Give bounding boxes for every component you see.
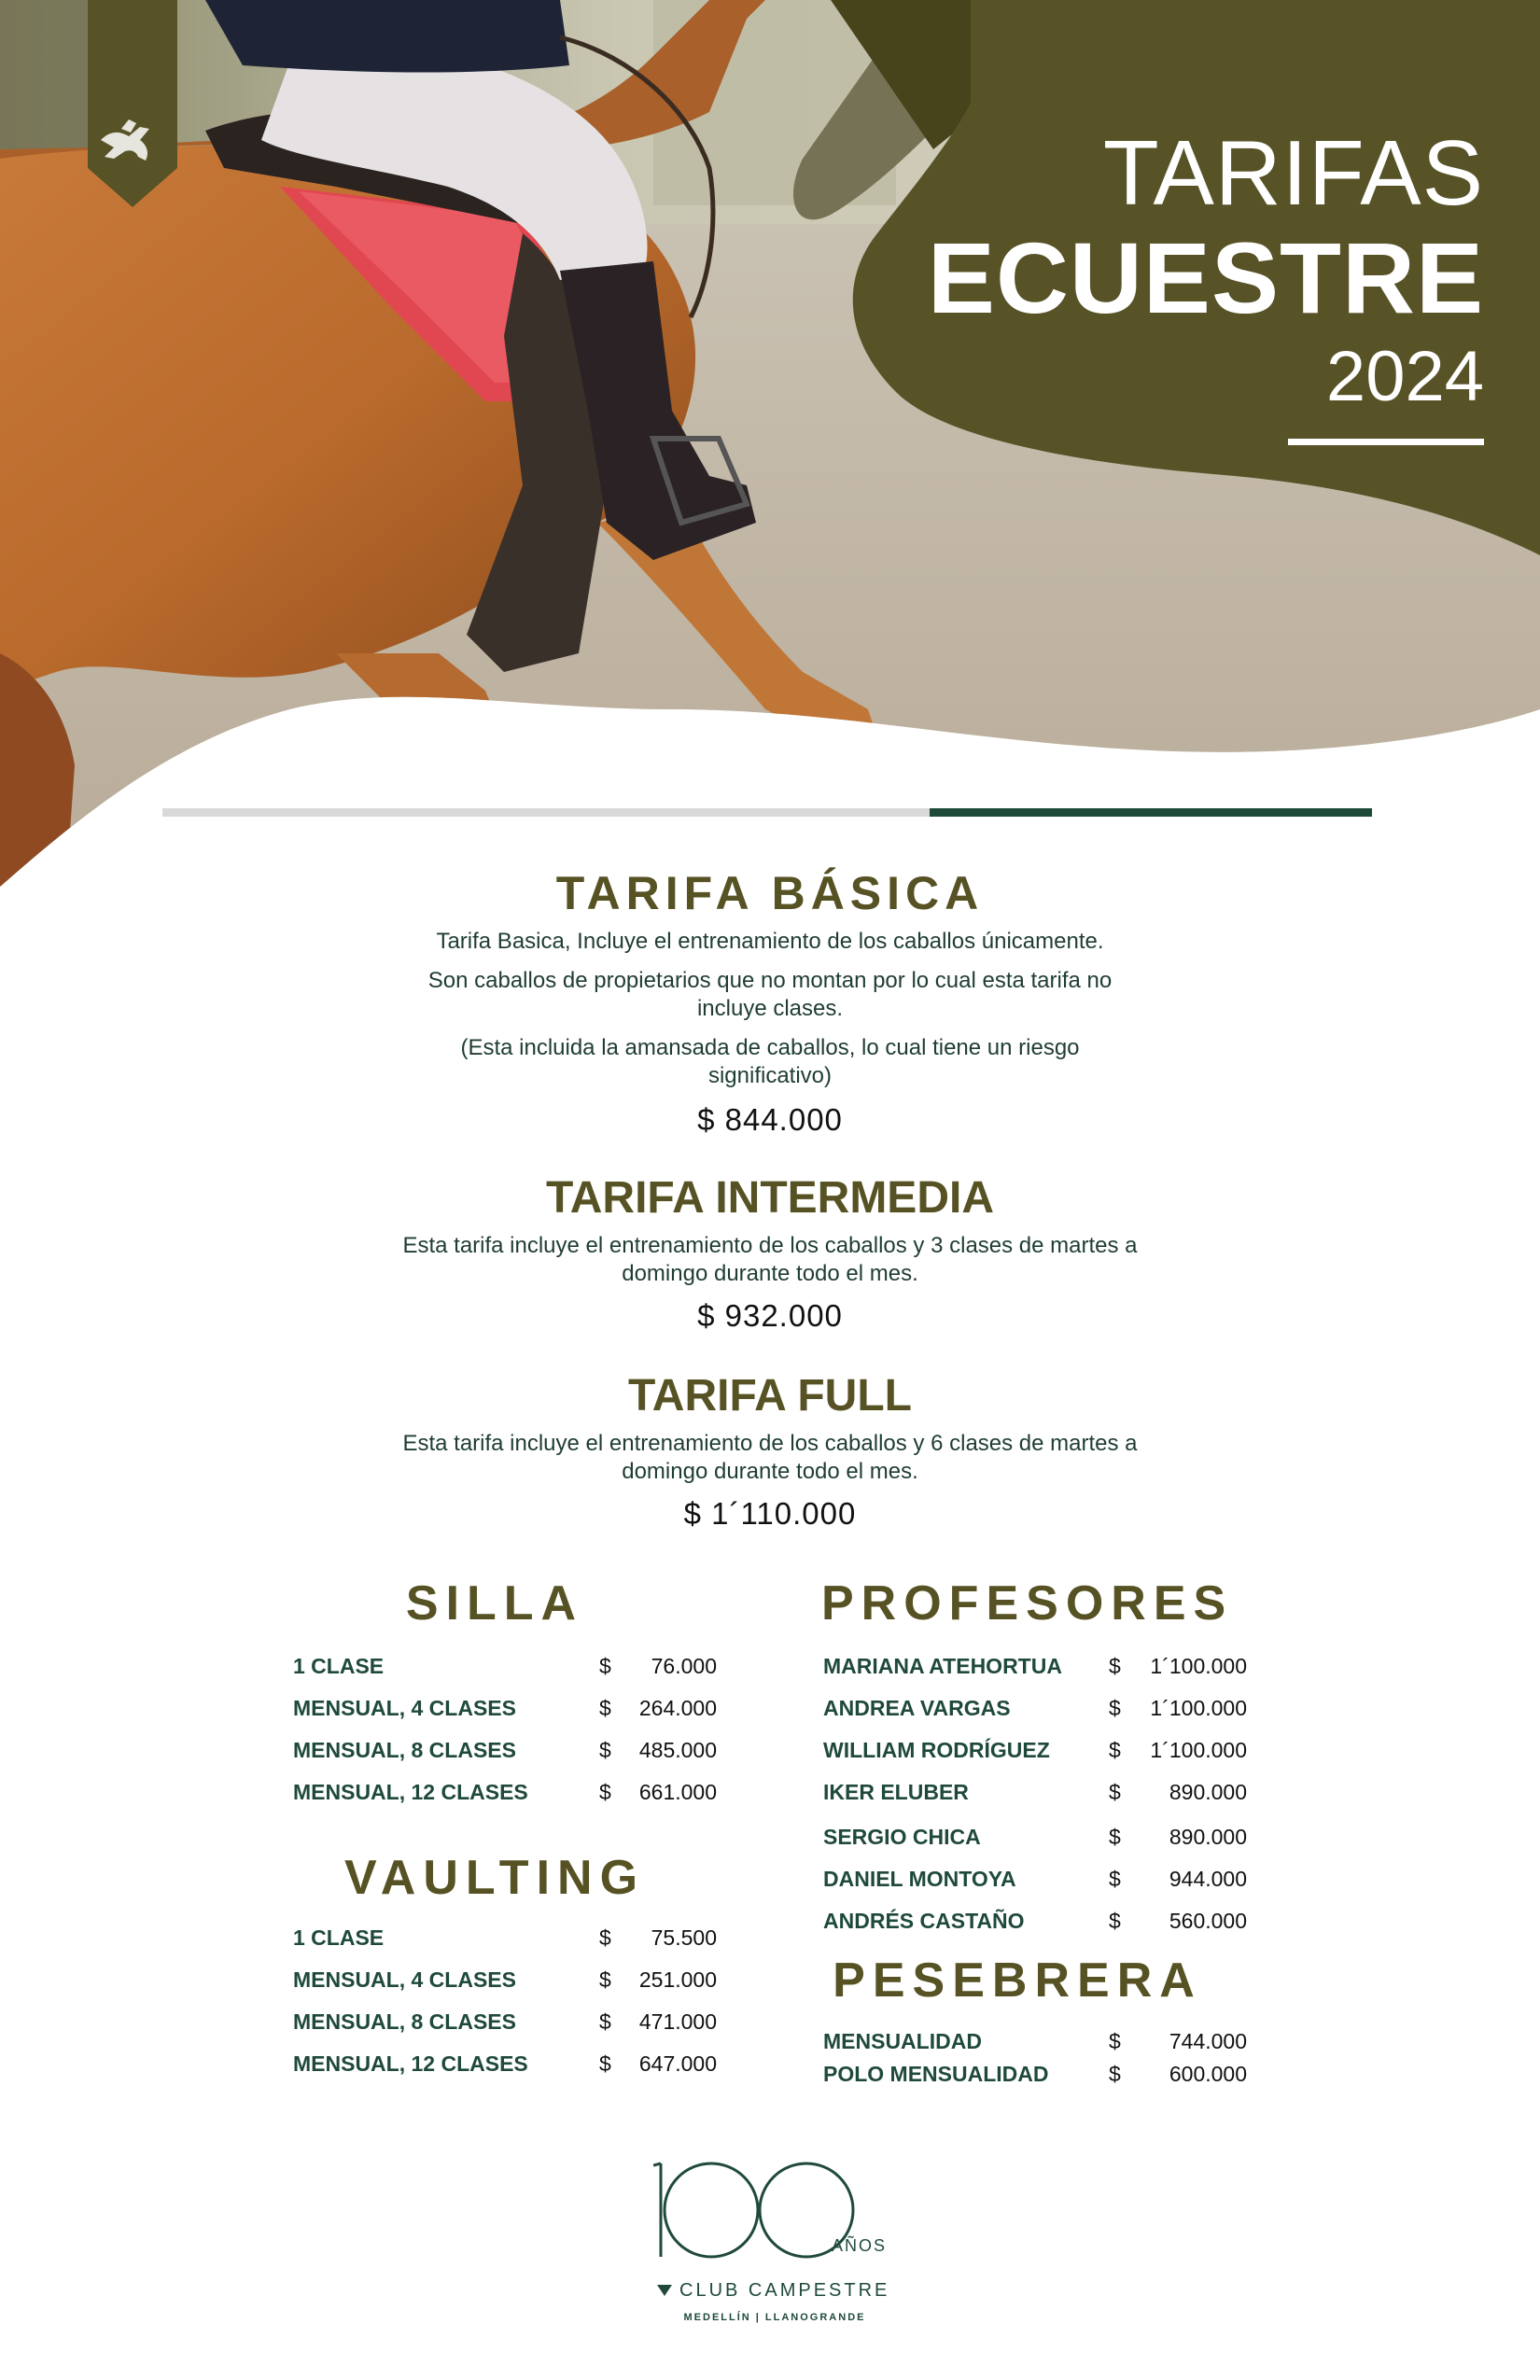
profesores-row [823,1825,1247,1856]
club-campestre-100-logo [653,2147,896,2333]
row-currency: $ [1109,2029,1121,2053]
tarifa-basica-desc-4: (Esta incluida la amansada de caballos, lo cual tiene un riesgo [460,1035,1080,1060]
tarifa-basica-desc-1: Tarifa Basica, Incluye el entrenamiento de los caballos únicamente. [436,929,1104,954]
profesores-row [823,1867,1247,1898]
row-currency: $ [599,1925,611,1950]
horse-jump-icon [88,0,177,207]
profesores-row [823,1738,1247,1770]
row-currency: $ [599,1696,611,1720]
tarifa-intermedia-price: $ 932.000 [697,1298,843,1333]
silla-row [293,1738,717,1770]
row-label: 1 CLASE [293,1654,385,1678]
profesores-title: PROFESORES [821,1576,1234,1631]
row-amount: 1´100.000 [1150,1654,1247,1678]
vaulting-row [293,1925,717,1957]
row-amount: 890.000 [1169,1780,1247,1804]
row-label: 1 CLASE [293,1925,385,1950]
row-label: SERGIO CHICA [823,1825,981,1849]
tarifa-full-title: TARIFA FULL [628,1371,912,1421]
silla-title: SILLA [405,1576,584,1631]
tarifa-basica-section [299,864,1241,1139]
row-amount: 471.000 [638,2009,717,2034]
vaulting-title: VAULTING [343,1851,646,1905]
tarifa-basica-desc-2: Son caballos de propietarios que no montan por lo cual esta tarifa no [427,968,1113,993]
row-currency: $ [599,2051,611,2076]
page-title-block [928,121,1484,422]
row-label: MENSUAL, 8 CLASES [293,2009,516,2034]
tarifa-intermedia-desc-1: Esta tarifa incluye el entrenamiento de los caballos y 3 clases de martes a [402,1233,1138,1258]
row-amount: 744.000 [1169,2029,1247,2053]
row-currency: $ [599,1738,611,1762]
row-label: MENSUAL, 8 CLASES [293,1738,516,1762]
page-year: 2024 [1325,337,1484,416]
tarifa-intermedia-section [299,1170,1241,1335]
tarifa-basica-desc-5: significativo) [707,1063,833,1088]
divider-gray [162,808,930,817]
triangle-icon [657,2285,672,2296]
row-amount: 1´100.000 [1150,1696,1247,1720]
row-label: DANIEL MONTOYA [823,1867,1016,1891]
tarifa-intermedia-desc-2: domingo durante todo el mes. [622,1261,918,1286]
row-label: MENSUALIDAD [823,2029,982,2053]
row-label: ANDREA VARGAS [823,1696,1011,1720]
row-amount: 890.000 [1169,1825,1247,1849]
row-amount: 264.000 [638,1696,717,1720]
row-amount: 661.000 [638,1780,717,1804]
row-currency: $ [1109,1696,1121,1720]
tarifa-intermedia-title: TARIFA INTERMEDIA [546,1173,994,1223]
page-title-line2: ECUESTRE [927,221,1484,334]
row-amount: 1´100.000 [1150,1738,1247,1762]
row-label: MARIANA ATEHORTUA [823,1654,1062,1678]
tarifa-full-price: $ 1´110.000 [683,1496,857,1531]
row-label: WILLIAM RODRÍGUEZ [823,1738,1050,1762]
profesores-row [823,1909,1247,1940]
row-label: MENSUAL, 12 CLASES [293,1780,528,1804]
row-currency: $ [599,1967,611,1992]
tarifa-basica-title: TARIFA BÁSICA [555,867,985,919]
row-amount: 76.000 [651,1654,717,1678]
row-currency: $ [1109,1867,1121,1891]
pesebrera-row [823,2029,1247,2061]
vaulting-row [293,1967,717,1999]
row-amount: 647.000 [638,2051,717,2076]
row-currency: $ [1109,1654,1121,1678]
row-label: MENSUAL, 4 CLASES [293,1696,516,1720]
row-currency: $ [1109,1825,1121,1849]
row-label: MENSUAL, 4 CLASES [293,1967,516,1992]
silla-row [293,1654,717,1686]
row-currency: $ [599,1780,611,1804]
row-label: ANDRÉS CASTAÑO [823,1909,1025,1933]
silla-row [293,1780,717,1812]
profesores-row [823,1654,1247,1686]
divider-green [930,808,1372,817]
tarifa-basica-price: $ 844.000 [697,1102,843,1137]
row-currency: $ [1109,1780,1121,1804]
row-currency: $ [1109,1738,1121,1762]
title-underline [1288,439,1484,445]
row-amount: 251.000 [638,1967,717,1992]
row-currency: $ [1109,1909,1121,1933]
logo-anos: AÑOS [831,2236,887,2255]
pesebrera-row [823,2062,1247,2093]
row-label: POLO MENSUALIDAD [823,2062,1049,2086]
row-label: IKER ELUBER [823,1780,969,1804]
row-amount: 560.000 [1169,1909,1247,1933]
vaulting-row [293,2051,717,2083]
logo-club-name: CLUB CAMPESTRE [679,2280,890,2301]
tarifa-basica-desc-3: incluye clases. [696,996,844,1021]
page-title-line1: TARIFAS [1102,121,1484,224]
row-label: MENSUAL, 12 CLASES [293,2051,528,2076]
row-currency: $ [599,1654,611,1678]
row-amount: 75.500 [651,1925,717,1950]
row-amount: 485.000 [638,1738,717,1762]
row-currency: $ [1109,2062,1121,2086]
logo-locations: MEDELLÍN | LLANOGRANDE [683,2312,866,2323]
row-amount: 600.000 [1169,2062,1247,2086]
tarifa-full-desc-2: domingo durante todo el mes. [622,1459,918,1484]
profesores-row [823,1780,1247,1812]
vaulting-row [293,2009,717,2041]
row-currency: $ [599,2009,611,2034]
profesores-row [823,1696,1247,1728]
pesebrera-title: PESEBRERA [833,1953,1202,2008]
row-amount: 944.000 [1169,1867,1247,1891]
tarifa-full-desc-1: Esta tarifa incluye el entrenamiento de los caballos y 6 clases de martes a [402,1431,1138,1456]
silla-row [293,1696,717,1728]
tarifa-full-section [299,1368,1241,1533]
